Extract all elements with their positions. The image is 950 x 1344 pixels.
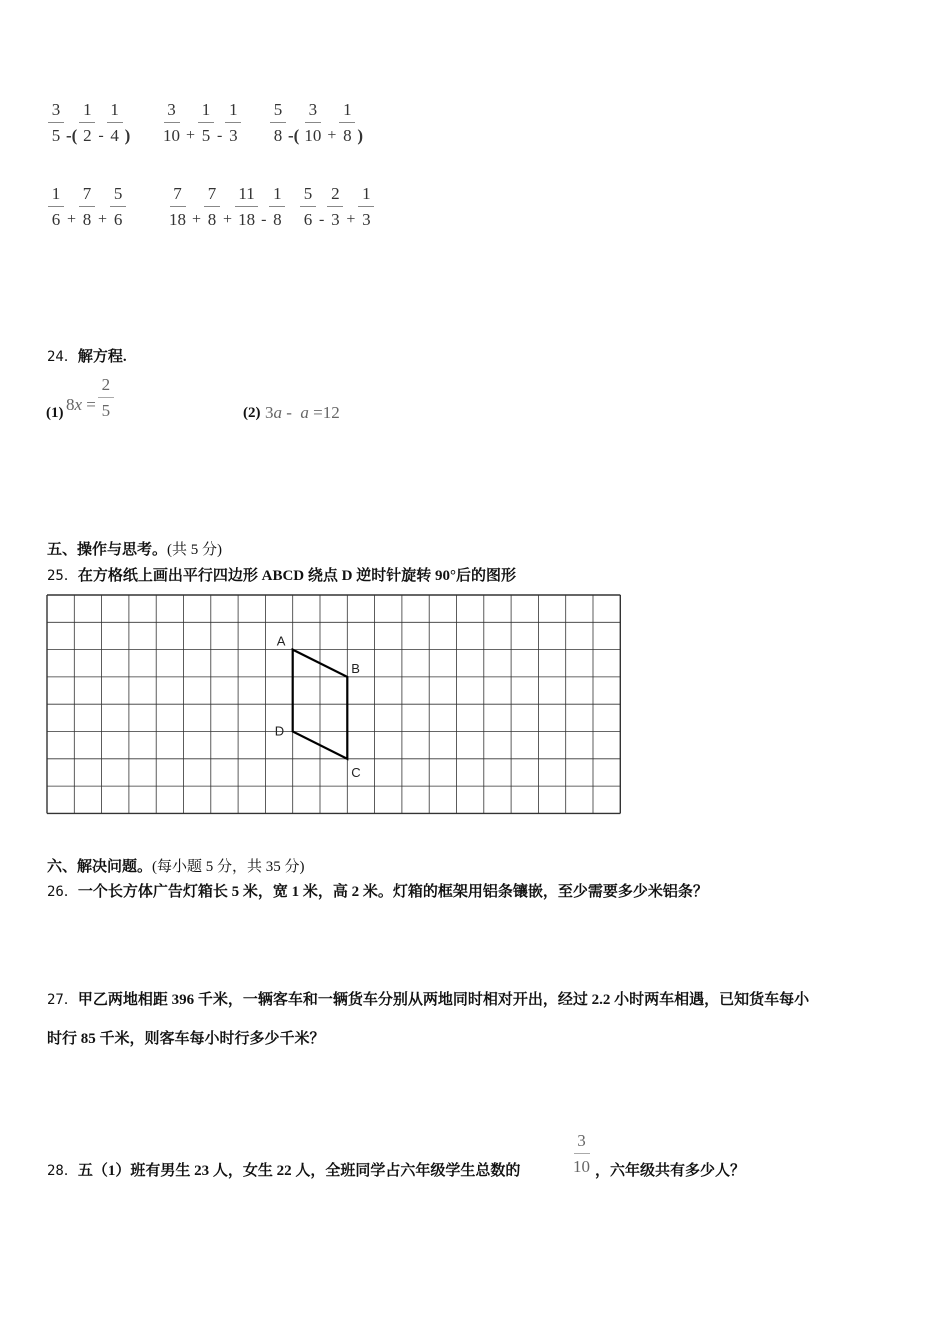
- fraction: [160, 101, 183, 145]
- question-number: 28．: [47, 1163, 78, 1179]
- fraction: [204, 185, 220, 229]
- operator: +: [223, 211, 233, 228]
- numerator: 1: [358, 185, 374, 207]
- calc-expression-5: [164, 185, 287, 229]
- vertex-label-a: A: [276, 633, 286, 649]
- operator: +: [67, 211, 77, 228]
- fraction: [48, 101, 64, 145]
- fraction: [225, 101, 241, 145]
- numerator: 1: [225, 101, 241, 123]
- section-score: (每小题 5 分，共 35 分): [152, 859, 305, 875]
- grid-paper-figure: [46, 594, 624, 820]
- denominator: 8: [273, 210, 282, 229]
- fraction: [300, 185, 316, 229]
- denominator: 3: [229, 126, 238, 145]
- denominator: 6: [51, 210, 61, 229]
- denominator: 5: [201, 126, 211, 145]
- section-title: 五、操作与思考。: [47, 542, 168, 558]
- calc-expression-6: [298, 185, 376, 229]
- numerator: 1: [198, 101, 214, 123]
- question-27-continued: [47, 1027, 325, 1048]
- question-text: 在方格纸上画出平行四边形 ABCD 绕点 D 逆时针旋转 90°后的图形: [77, 568, 516, 584]
- question-number: 27．: [47, 992, 78, 1008]
- numerator: 11: [235, 185, 257, 207]
- denominator: 6: [303, 210, 313, 229]
- numerator: 1: [339, 101, 355, 123]
- numerator: 7: [170, 185, 186, 207]
- operator: +: [186, 127, 196, 144]
- calc-expression-4: [46, 185, 128, 229]
- fraction: [110, 185, 126, 229]
- denominator: 6: [113, 210, 123, 229]
- equation-2-label: (2): [243, 405, 261, 421]
- denominator: 10: [163, 126, 180, 145]
- eq1-fraction: $\frac{2}{5}$: [98, 376, 114, 420]
- fraction: [48, 185, 64, 229]
- fraction: [339, 101, 355, 145]
- denominator: 18: [238, 210, 256, 229]
- question-text-before: 五（1）班有男生 23 人，女生 22 人，全班同学占六年级学生总数的: [77, 1163, 521, 1179]
- fraction: [270, 101, 286, 145]
- operator: ): [357, 126, 364, 145]
- calc-expression-3: [268, 101, 363, 145]
- numerator: 7: [204, 185, 220, 207]
- operator: ): [124, 126, 131, 145]
- question-text: 解方程.: [77, 349, 127, 365]
- fraction: [79, 185, 95, 229]
- equation-2: 3a - a =12: [265, 403, 340, 422]
- operator: +: [327, 127, 337, 144]
- operator: -: [98, 127, 104, 144]
- denominator: 5: [51, 126, 61, 145]
- operator: +: [192, 211, 202, 228]
- numerator: 3: [48, 101, 64, 123]
- fraction: [301, 101, 324, 145]
- section-title: 六、解决问题。: [47, 859, 153, 875]
- question-text-after: ，六年级共有多少人？: [595, 1163, 746, 1179]
- vertex-label-d: D: [274, 723, 285, 739]
- question-28-after: [595, 1159, 745, 1180]
- eq1-equals: =: [82, 395, 96, 414]
- denominator: 18: [169, 210, 186, 229]
- operator: +: [346, 211, 356, 228]
- calc-expression-2: [158, 101, 243, 145]
- numerator: 3: [164, 101, 180, 123]
- denominator: 8: [82, 210, 92, 229]
- numerator: 5: [300, 185, 316, 207]
- denominator: 2: [83, 126, 92, 145]
- fraction: [235, 185, 258, 229]
- equation-1-label: (1): [46, 405, 64, 421]
- numerator: 1: [269, 185, 285, 207]
- operator: -(: [66, 126, 78, 145]
- section-score: (共 5 分): [167, 542, 223, 558]
- question-28: [47, 1159, 520, 1180]
- fraction: [79, 101, 95, 145]
- question-number: 24．: [47, 349, 78, 365]
- equation-1: [66, 376, 116, 420]
- q28-fraction: $\frac{3}{10}$: [573, 1131, 590, 1176]
- operator: +: [98, 211, 108, 228]
- fraction: [198, 101, 214, 145]
- operator: -(: [288, 126, 300, 145]
- numerator: 2: [327, 185, 343, 207]
- numerator: 1: [107, 101, 123, 123]
- question-25: [47, 564, 516, 585]
- numerator: 5: [110, 185, 126, 207]
- fraction: [166, 185, 189, 229]
- fraction: [327, 185, 343, 229]
- denominator: 3: [362, 210, 371, 229]
- denominator: 8: [343, 126, 352, 145]
- denominator: 8: [207, 210, 217, 229]
- calc-expression-1: [46, 101, 130, 145]
- question-27: [47, 988, 809, 1009]
- fraction: [358, 185, 374, 229]
- denominator: 8: [273, 126, 283, 145]
- question-text: 一个长方体广告灯箱长 5 米，宽 1 米，高 2 米。灯箱的框架用铝条镶嵌，至少需要多少米铝条？: [77, 884, 708, 900]
- eq1-variable: x: [74, 395, 83, 414]
- question-24: [47, 345, 127, 366]
- numerator: 1: [79, 101, 95, 123]
- question-26: [47, 880, 708, 901]
- question-text-line-1: 甲乙两地相距 396 千米，一辆客车和一辆货车分别从两地同时相对开出，经过 2.2 小时两车相遇，已知货车每小: [77, 992, 810, 1008]
- operator: -: [217, 127, 223, 144]
- denominator: 10: [304, 126, 322, 145]
- question-text-line-2: 时行 85 千米，则客车每小时行多少千米？: [47, 1031, 325, 1047]
- fraction: [269, 185, 285, 229]
- operator: -: [319, 211, 325, 228]
- eq1-coefficient: 8: [66, 395, 75, 414]
- denominator: 4: [110, 126, 119, 145]
- vertex-label-c: C: [351, 764, 361, 780]
- question-number: 26．: [47, 884, 78, 900]
- section-5-heading: [47, 538, 222, 559]
- numerator: 5: [270, 101, 286, 123]
- question-number: 25．: [47, 568, 78, 584]
- numerator: 3: [305, 101, 321, 123]
- numerator: 1: [48, 185, 64, 207]
- denominator: 3: [331, 210, 340, 229]
- fraction: [107, 101, 123, 145]
- vertex-label-b: B: [351, 660, 360, 676]
- numerator: 7: [79, 185, 95, 207]
- operator: -: [261, 211, 267, 228]
- section-6-heading: [47, 855, 305, 876]
